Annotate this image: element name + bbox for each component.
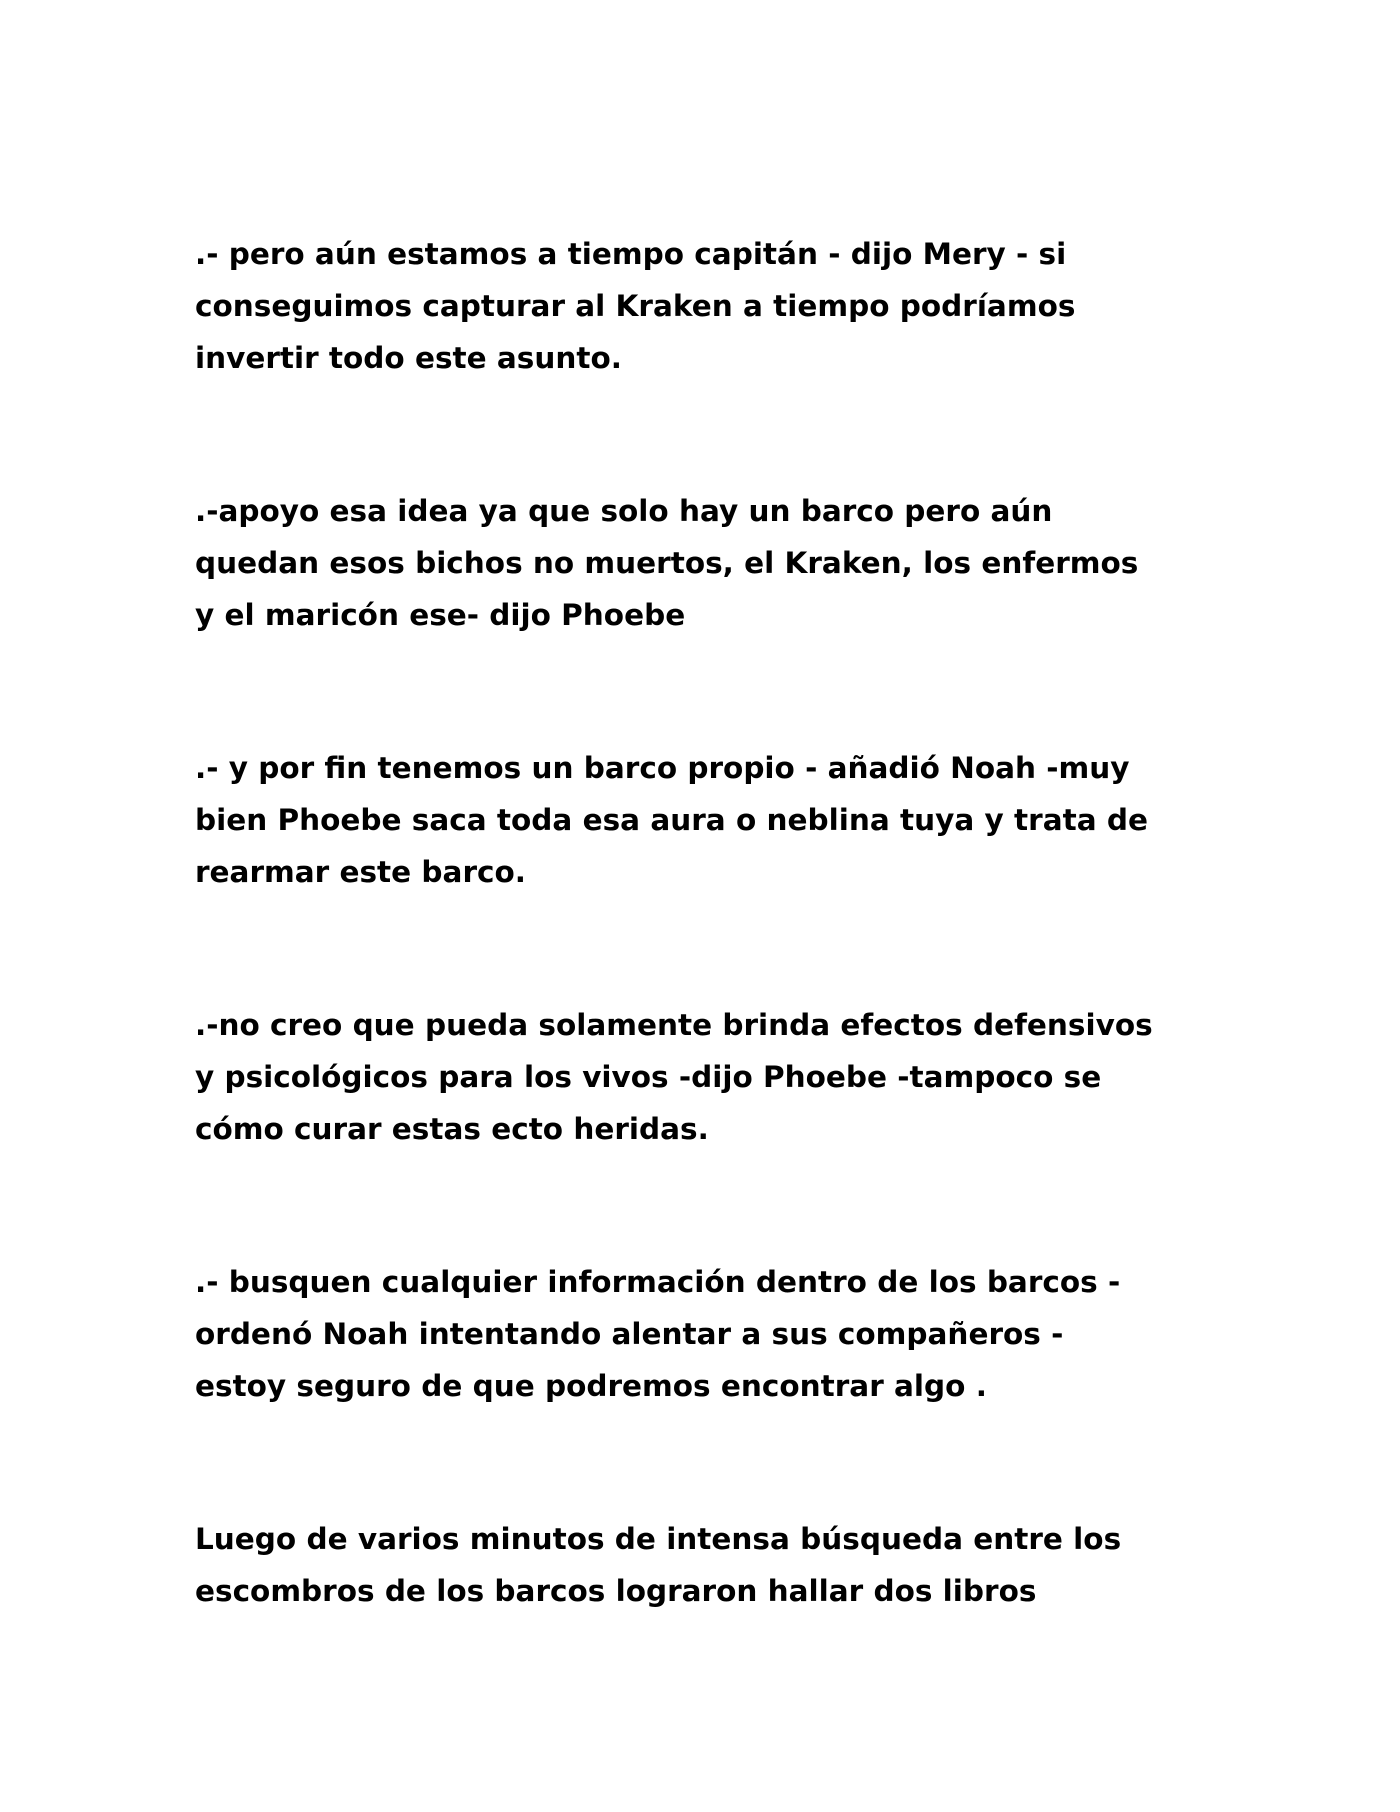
paragraph-line: rearmar este barco.: [195, 855, 526, 889]
paragraph-line: .-no creo que pueda solamente brinda efectos defensivos: [195, 1008, 1153, 1042]
paragraph-1: [195, 228, 1235, 384]
paragraph-line: .- y por fin tenemos un barco propio - añadió Noah -muy: [195, 751, 1130, 785]
paragraph-2: [195, 485, 1235, 641]
paragraph-5: [195, 1256, 1235, 1412]
paragraph-line: invertir todo este asunto.: [195, 341, 622, 375]
paragraph-line: y psicológicos para los vivos -dijo Phoebe -tampoco se: [195, 1060, 1102, 1094]
paragraph-line: .-apoyo esa idea ya que solo hay un barco pero aún: [195, 494, 1053, 528]
text-body: [195, 228, 1235, 1718]
paragraph-line: y el maricón ese- dijo Phoebe: [195, 598, 686, 632]
paragraph-4: [195, 999, 1235, 1155]
paragraph-line: conseguimos capturar al Kraken a tiempo podríamos: [195, 289, 1076, 323]
paragraph-line: bien Phoebe saca toda esa aura o neblina tuya y trata de: [195, 803, 1149, 837]
paragraph-6: [195, 1513, 1235, 1617]
paragraph-line: cómo curar estas ecto heridas.: [195, 1112, 709, 1146]
paragraph-line: .- busquen cualquier información dentro de los barcos -: [195, 1265, 1121, 1299]
paragraph-line: Luego de varios minutos de intensa búsqueda entre los: [195, 1522, 1122, 1556]
paragraph-line: escombros de los barcos lograron hallar dos libros: [195, 1574, 1037, 1608]
paragraph-line: quedan esos bichos no muertos, el Kraken, los enfermos: [195, 546, 1139, 580]
paragraph-3: [195, 742, 1235, 898]
paragraph-line: .- pero aún estamos a tiempo capitán - dijo Mery - si: [195, 237, 1067, 271]
paragraph-line: ordenó Noah intentando alentar a sus compañeros -: [195, 1317, 1064, 1351]
paragraph-line: estoy seguro de que podremos encontrar algo .: [195, 1369, 987, 1403]
